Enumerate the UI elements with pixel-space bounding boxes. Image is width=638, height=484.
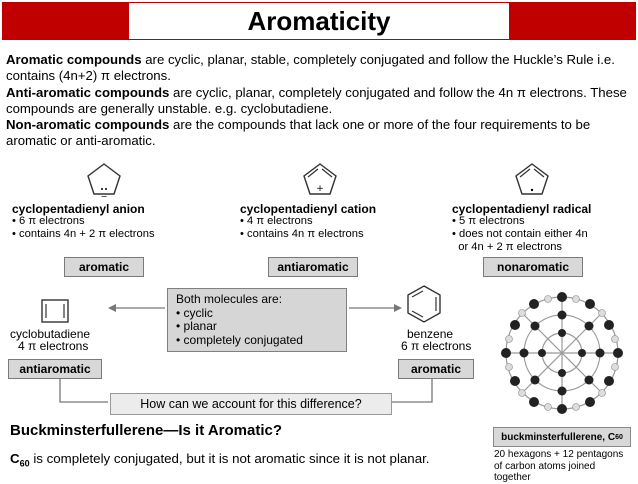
text-aromatic: are cyclic, planar, stable, completely conjugated and follow the Huckle’s Rule i.e. contains (4n+2) π electrons.: [6, 52, 615, 84]
text-antiaromatic: are cyclic, planar, completely conjugated and follow the 4n π electrons. These compounds are generally unstable. e.g. cyclobutadiene.: [6, 84, 627, 116]
bucky-label-sub: 60: [615, 433, 623, 441]
bucky-label-text: buckminsterfullerene, C: [501, 431, 616, 443]
bucky-caption-line2: of carbon atoms joined together: [494, 460, 596, 483]
bucky-text: is completely conjugated, but it is not aromatic since it is not planar.: [29, 451, 430, 466]
bucky-heading: Buckminsterfullerene—Is it Aromatic?: [10, 422, 283, 439]
radical-bullet-3: or 4n + 2 π electrons: [452, 241, 563, 253]
comparison-bullet-2: • planar: [176, 319, 217, 333]
term-nonaromatic: Non-aromatic compounds: [6, 117, 170, 133]
cyclobutadiene-electrons: 4 π electrons: [18, 339, 89, 353]
radical-bullet-1: • 5 π electrons: [452, 215, 525, 227]
bucky-caption: [494, 449, 634, 484]
anion-tag: aromatic: [64, 257, 144, 277]
benzene-name: benzene: [407, 327, 454, 341]
comparison-heading: Both molecules are:: [176, 292, 283, 306]
cation-bullet-1: • 4 π electrons: [240, 215, 313, 227]
anion-bullet-1: • 6 π electrons: [12, 215, 85, 227]
bucky-formula-main: C: [10, 451, 20, 466]
term-aromatic: Aromatic compounds: [6, 52, 142, 67]
radical-name: cyclopentadienyl radical: [452, 202, 592, 216]
cyclobutadiene-name: cyclobutadiene: [10, 327, 91, 341]
svg-text:+: +: [316, 184, 324, 194]
bucky-formula-sub: 60: [19, 458, 30, 469]
slide-title: Aromaticity: [129, 3, 509, 39]
bucky-label: [493, 427, 631, 447]
svg-text:−: −: [100, 192, 108, 200]
anion-name: cyclopentadienyl anion: [12, 202, 145, 216]
bucky-statement: [10, 451, 429, 469]
comparison-bullet-1: • cyclic: [176, 305, 213, 320]
benzene-tag: aromatic: [398, 359, 474, 379]
radical-tag: nonaromatic: [483, 257, 583, 277]
buckminsterfullerene-model-icon: [494, 283, 630, 423]
text-nonaromatic: are the compounds that lack one or more of the four requirements to be aromatic or anti-aromatic.: [6, 117, 591, 149]
benzene-electrons: 6 π electrons: [401, 339, 472, 353]
cation-name: cyclopentadienyl cation: [240, 202, 377, 216]
radical-bullet-2: • does not contain either 4n: [452, 228, 588, 240]
cyclobutadiene-tag: antiaromatic: [8, 359, 102, 379]
bucky-formula: [10, 451, 30, 469]
term-antiaromatic: Anti-aromatic compounds: [6, 84, 170, 100]
comparison-bullet-3: • completely conjugated: [176, 332, 303, 347]
cation-tag: antiaromatic: [268, 257, 358, 277]
question-box: How can we account for this difference?: [110, 393, 392, 415]
comparison-box: [167, 288, 347, 352]
bucky-caption-line1: 20 hexagons + 12 pentagons: [494, 449, 624, 460]
cation-bullet-2: • contains 4n π electrons: [240, 228, 364, 240]
anion-bullet-2: • contains 4n + 2 π electrons: [12, 228, 155, 240]
